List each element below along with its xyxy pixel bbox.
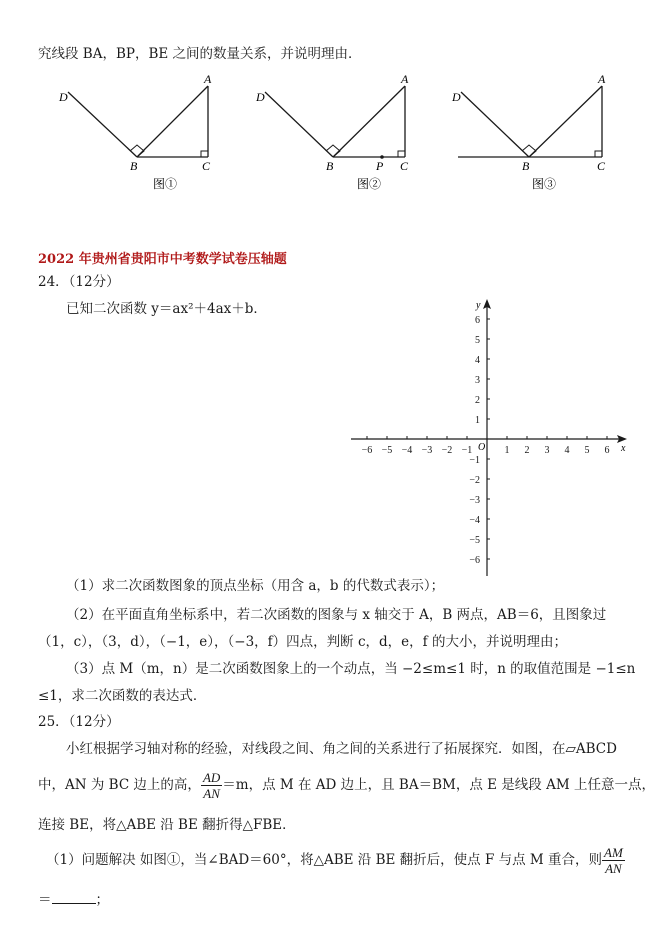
- y-tick-label: −2: [469, 475, 480, 486]
- x-tick-labels: [362, 445, 610, 456]
- figure-3: [458, 86, 602, 157]
- fraction-ad-an-numerator: AD: [202, 770, 221, 785]
- y-tick-label: 6: [475, 315, 480, 326]
- q24-part3-line2: ≤1，求二次函数的表达式．: [38, 688, 207, 704]
- q24-header: 24．（12分）: [38, 274, 120, 290]
- fig1-caption: 图①: [153, 177, 178, 191]
- q25-line1: 小红根据学习轴对称的经验，对线段之间、角之间的关系进行了拓展探究．如图，在▱ABCD: [66, 741, 617, 757]
- y-tick-label: −5: [469, 535, 480, 546]
- fig2-caption: 图②: [357, 177, 382, 191]
- q25-line3: 连接 BE，将△ABE 沿 BE 翻折得△FBE．: [38, 817, 296, 833]
- x-tick-label: −1: [461, 445, 473, 456]
- fig3-label-c: C: [597, 159, 606, 173]
- y-axis-label: y: [476, 300, 481, 311]
- y-tick-label: −4: [469, 515, 480, 526]
- x-tick-label: 2: [524, 445, 530, 456]
- q25-line5: [38, 889, 109, 910]
- x-tick-label: 1: [504, 445, 510, 456]
- q24-stem: 已知二次函数 y＝ax²＋4ax＋b．: [66, 301, 267, 317]
- figure-2: [265, 86, 405, 157]
- q25-line5-end: ；: [95, 892, 109, 908]
- y-tick-label: 3: [475, 375, 480, 386]
- y-tick-label: 4: [475, 355, 480, 366]
- q24-part2-line1: （2）在平面直角坐标系中，若二次函数的图象与 x 轴交于 A，B 两点，AB＝6，且图象过: [66, 607, 607, 623]
- fig1-label-c: C: [202, 159, 211, 173]
- x-tick-label: 6: [604, 445, 610, 456]
- x-axis-label: x: [621, 443, 626, 454]
- x-tick-label: −6: [361, 445, 373, 456]
- x-tick-label: −4: [401, 445, 413, 456]
- y-tick-label: −1: [469, 455, 480, 466]
- fraction-am-an-denominator: AN: [605, 861, 622, 876]
- fig3-label-b: B: [522, 159, 530, 173]
- answer-blank[interactable]: [52, 889, 96, 904]
- q24-part3-line1: （3）点 M（m，n）是二次函数图象上的一个动点，当 −2≤m≤1 时，n 的取值范围是 −1≤n: [66, 661, 636, 677]
- fig2-label-a: A: [401, 72, 409, 86]
- fig2-label-p: P: [376, 159, 384, 173]
- q24-part2-line2: （1，c），（3，d），（−1，e），（−3，f）四点，判断 c，d，e，f 的大小，并说明理由；: [38, 634, 567, 650]
- q25-line2: [38, 767, 655, 803]
- x-tick-label: 4: [564, 445, 570, 456]
- fig1-label-a: A: [204, 72, 212, 86]
- fig2-label-c: C: [400, 159, 409, 173]
- section-title: 2022 年贵州省贵阳市中考数学试卷压轴题: [38, 252, 287, 267]
- intro-line: 究线段 BA，BP，BE 之间的数量关系，并说明理由．: [38, 46, 362, 62]
- x-tick-label: −5: [381, 445, 393, 456]
- q25-header: 25．（12分）: [38, 714, 120, 730]
- y-tick-label: −6: [469, 555, 480, 566]
- y-tick-label: 5: [475, 335, 480, 346]
- fig3-caption: 图③: [532, 177, 557, 191]
- figure-1: [68, 86, 208, 157]
- fraction-ad-an-denominator: AN: [203, 786, 220, 801]
- q24-part1: （1）求二次函数图象的顶点坐标（用含 a，b 的代数式表示）；: [66, 578, 445, 594]
- q25-line2-end: ＝m，点 M 在 AD 边上，且 BA＝BM，点 E 是线段 AM 上任意一点，: [222, 777, 655, 793]
- x-tick-label: −2: [441, 445, 453, 456]
- coordinate-grid: [345, 296, 635, 580]
- q25-line4: [46, 842, 625, 878]
- fig2-label-d: D: [256, 90, 265, 104]
- y-tick-labels: [469, 315, 480, 566]
- fraction-am-an-numerator: AM: [604, 845, 623, 860]
- y-tick-label: 2: [475, 395, 480, 406]
- x-tick-label: 3: [544, 445, 550, 456]
- y-tick-label: −3: [469, 495, 480, 506]
- x-tick-label: 5: [584, 445, 590, 456]
- y-tick-label: 1: [475, 415, 480, 426]
- fig1-label-b: B: [130, 159, 138, 173]
- fig3-label-d: D: [452, 90, 461, 104]
- q25-line2-start: 中，AN 为 BC 边上的高，: [38, 777, 201, 793]
- origin-label: O: [478, 442, 486, 453]
- x-tick-label: −3: [421, 445, 433, 456]
- q25-line5-equals: ＝: [38, 892, 52, 908]
- q25-line4-text: （1）问题解决 如图①，当∠BAD＝60°，将△ABE 沿 BE 翻折后，使点 F 与点 M 重合，则: [46, 852, 603, 868]
- fraction-am-an: [602, 845, 625, 876]
- geometry-figures: [0, 60, 665, 200]
- fig3-label-a: A: [598, 72, 606, 86]
- fig1-label-d: D: [59, 90, 68, 104]
- fig2-label-b: B: [326, 159, 334, 173]
- fraction-ad-an: [201, 770, 222, 801]
